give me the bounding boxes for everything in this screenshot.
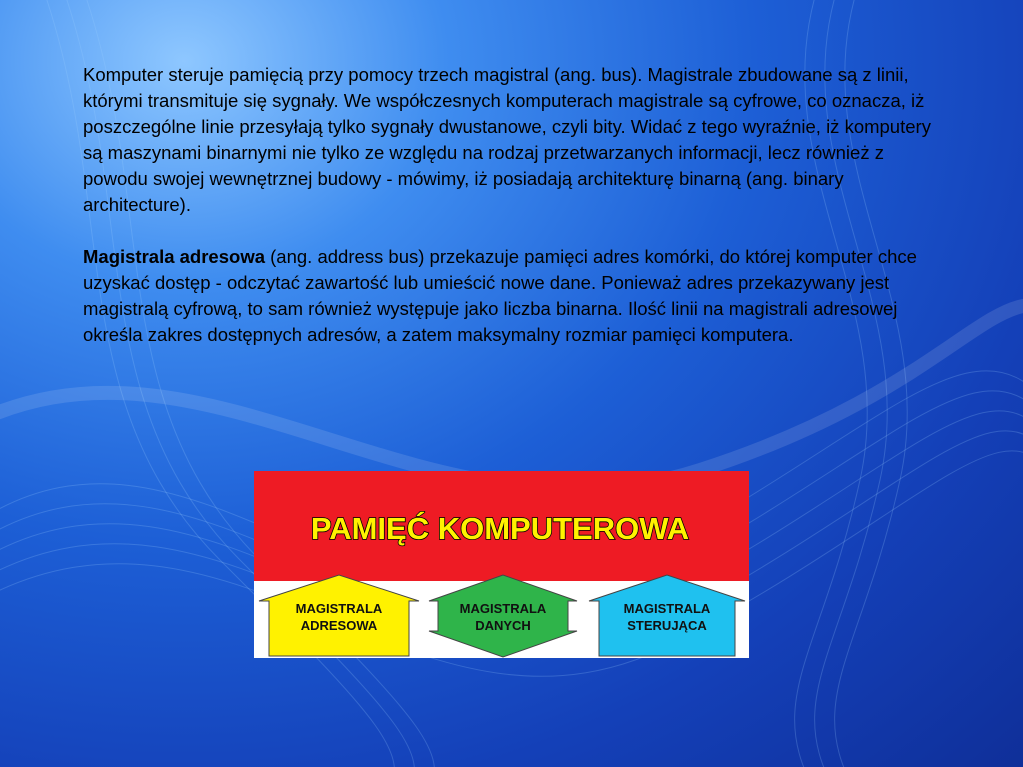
memory-title: PAMIĘĆ KOMPUTEROWA [310, 511, 690, 546]
address-bus-label-line2: ADRESOWA [300, 618, 378, 633]
paragraph-buses-intro: Komputer steruje pamięcią przy pomocy trzech magistral (ang. bus). Magistrale zbudowane są z linii, którymi transmituje się sygnały. We współczesnych komputerach magistrale są cyfrowe, co oznacza, iż poszczególne linie przesyłają tylko sygnały dwustanowe, czyli bity. Widać z tego wyraźnie, iż komputery są maszynami binarnymi nie tylko ze względu na rodzaj przetwarzanych informacji, lecz również z powodu swojej wewnętrznej budowy - mówimy, iż posiadają architekturę binarną (ang. binary architecture). [83, 64, 931, 215]
address-bus-label-line1: MAGISTRALA [295, 601, 383, 616]
data-bus-label-line2: DANYCH [475, 618, 531, 633]
paragraph-address-bus [83, 244, 933, 348]
data-bus-label-line1: MAGISTRALA [459, 601, 547, 616]
memory-bus-diagram [254, 471, 749, 658]
control-bus-label-line1: MAGISTRALA [623, 601, 711, 616]
address-bus-description: (ang. address bus) przekazuje pamięci adres komórki, do której komputer chce uzyskać dostęp - odczytać zawartość lub umieścić nowe dane. Ponieważ adres przekazywany jest magistralą cyfrową, to sam również występuje jako liczba binarna. Ilość linii na magistrali adresowej określa zakres dostępnych adresów, a zatem maksymalny rozmiar pamięci komputera. [83, 246, 917, 345]
control-bus-label-line2: STERUJĄCA [627, 618, 707, 633]
body-text [83, 62, 933, 348]
address-bus-term: Magistrala adresowa [83, 246, 265, 267]
